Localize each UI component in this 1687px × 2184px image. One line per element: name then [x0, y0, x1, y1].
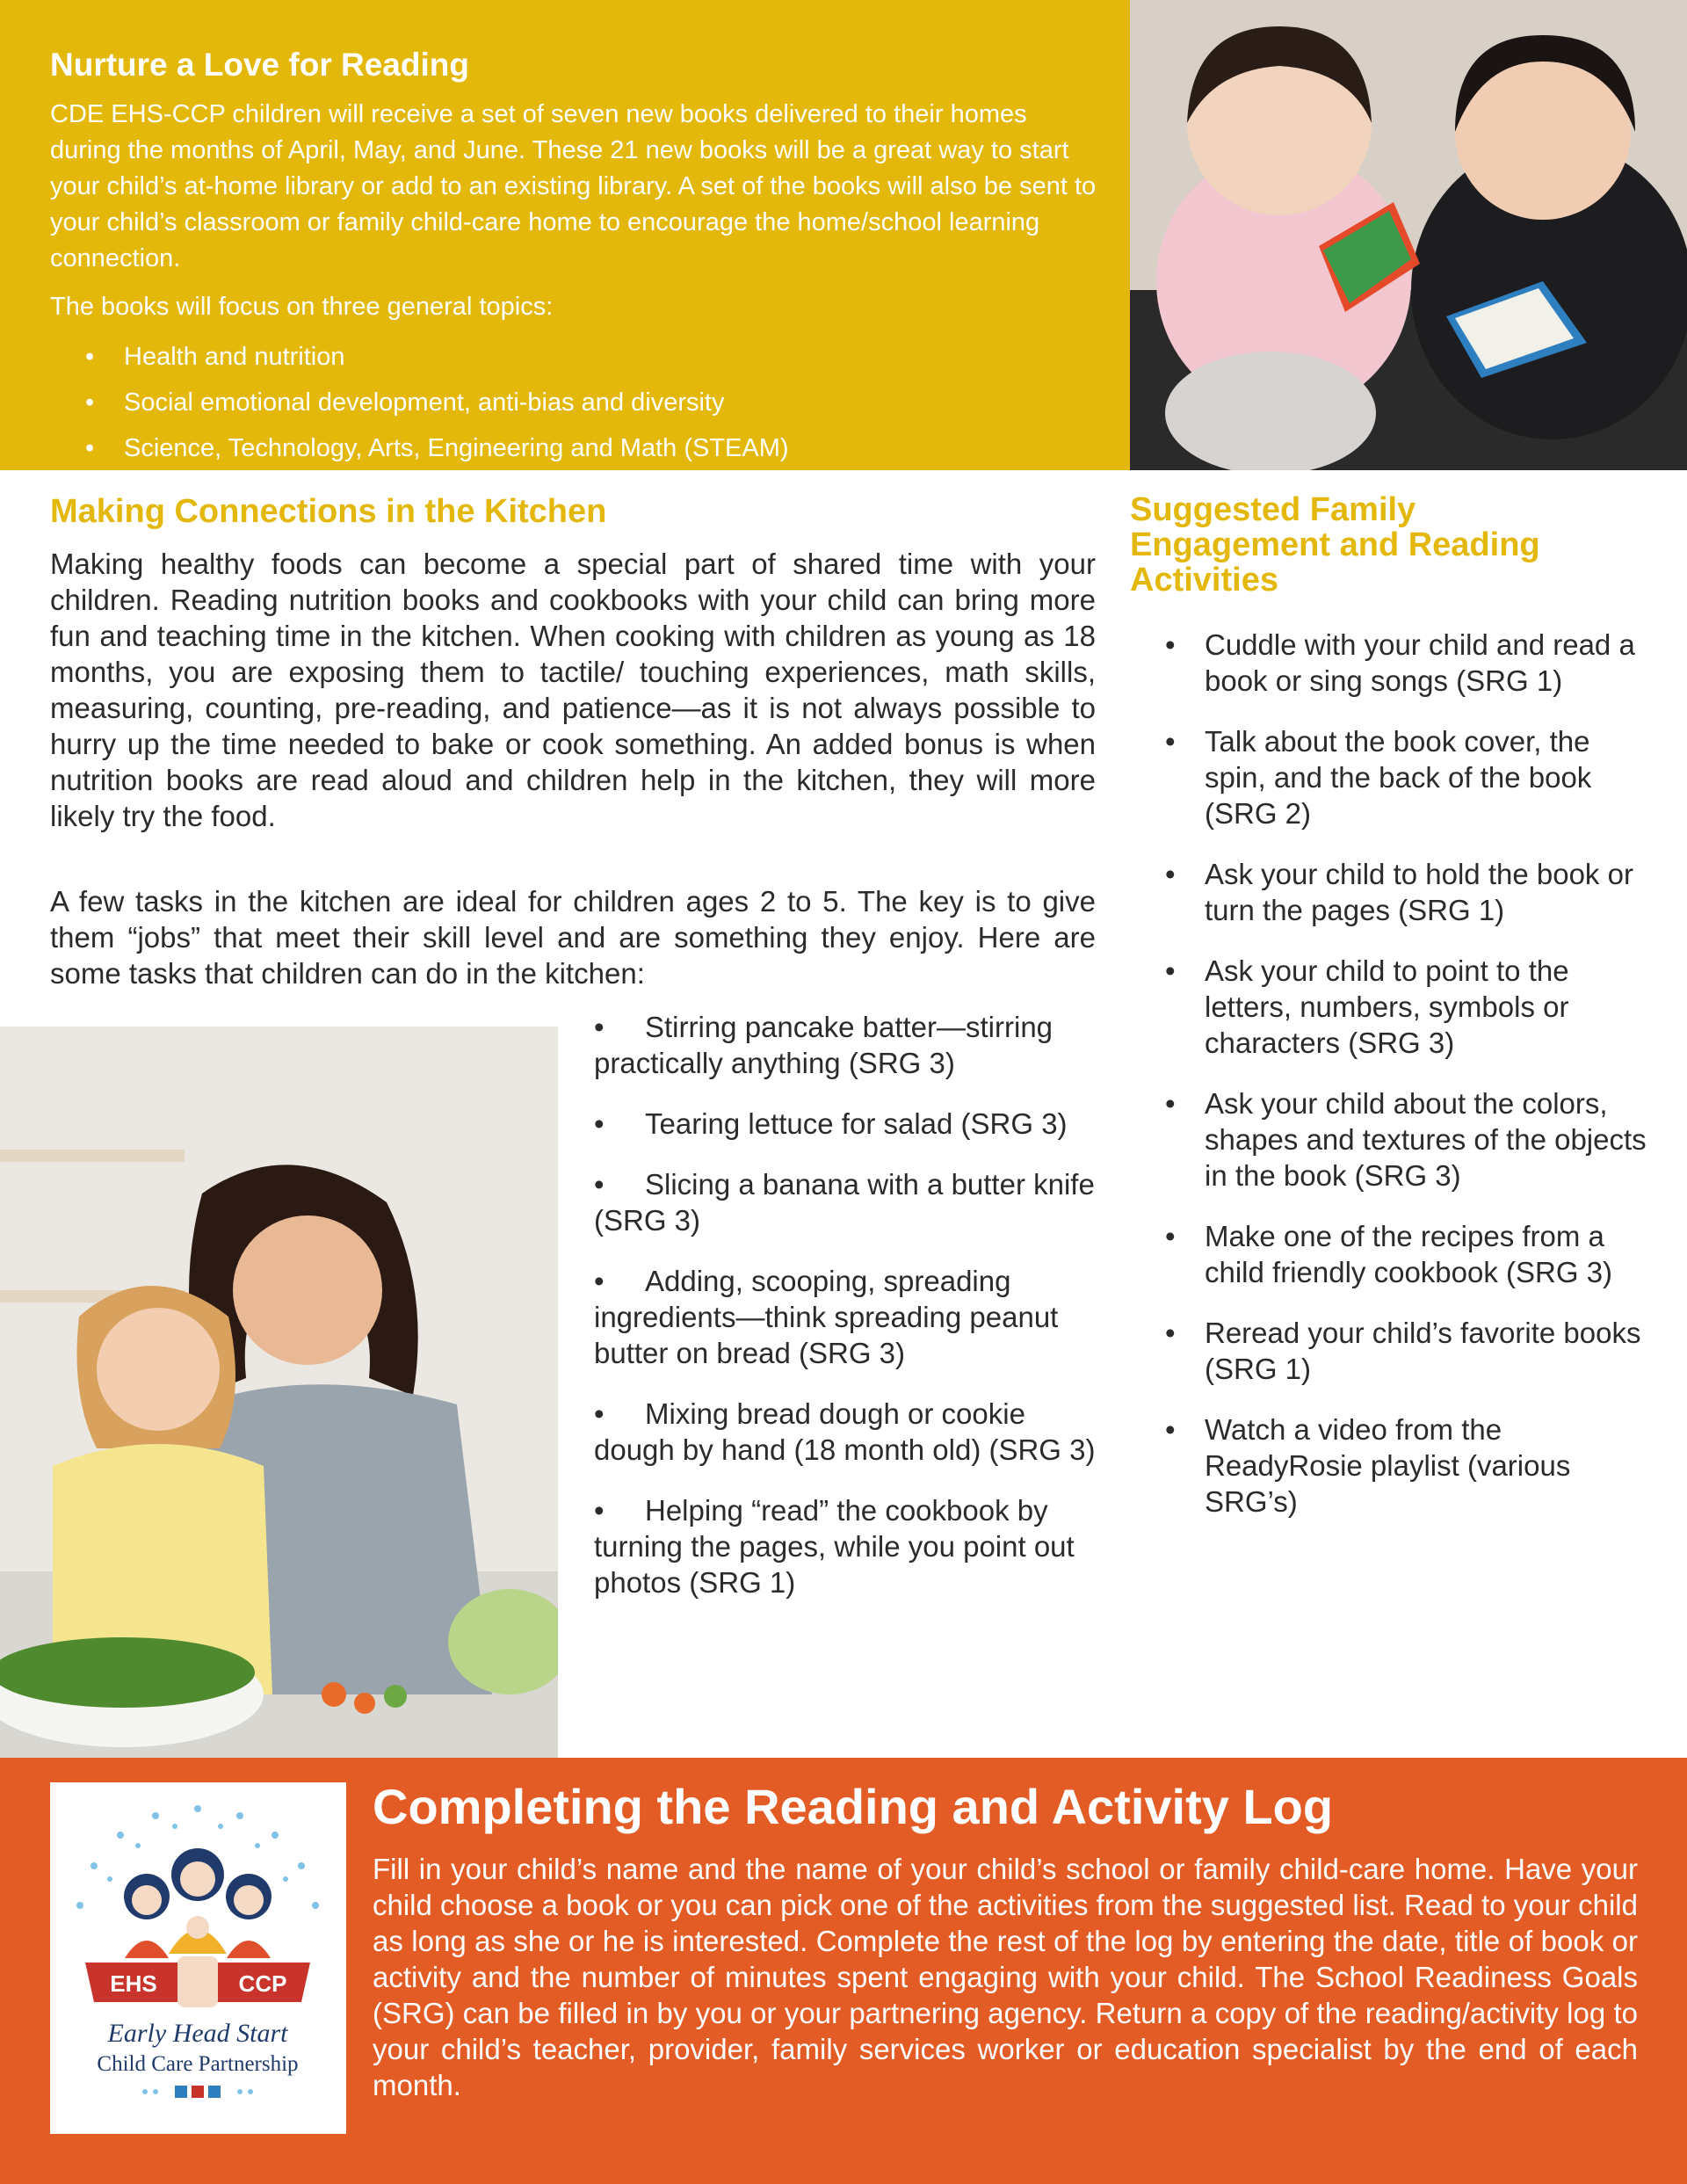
- kitchen-task-list: [594, 1009, 1104, 1625]
- logo-line-1: Early Head Start: [107, 2019, 288, 2048]
- topics-list: [50, 334, 1104, 471]
- list-item: • Tearing lettuce for salad (SRG 3): [594, 1107, 1068, 1140]
- kitchen-cooking-photo: [0, 1027, 558, 1758]
- list-item: • Adding, scooping, spreading ingredients—think spreading peanut butter on bread (SRG 3): [594, 1265, 1059, 1369]
- list-item: • Science, Technology, Arts, Engineering and Math (STEAM): [50, 425, 1104, 471]
- logo-emblem: [50, 1782, 346, 2134]
- logo-badge-right: CCP: [238, 1970, 287, 1997]
- list-item: • Ask your child to hold the book or turn the pages (SRG 1): [1165, 856, 1657, 928]
- nurture-topics-lead: The books will focus on three general topics:: [50, 293, 554, 321]
- list-item: • Make one of the recipes from a child friendly cookbook (SRG 3): [1165, 1218, 1657, 1290]
- list-item: • Stirring pancake batter—stirring practically anything (SRG 3): [594, 1011, 1053, 1079]
- log-body: Fill in your child’s name and the name of your child’s school or family child-care home. Have your child choose a book or you can pick one of the activities from the suggested list. Read to your child as long as she or he is interested. Complete the rest of the log by entering the date, title of book or activity and the number of minutes spent engaging with your child. The School Readiness Goals (SRG) can be filled in by you or your partnering agency. Return a copy of the reading/activity log to your child’s teacher, provider, family services worker or education specialist by the end of each month.: [373, 1853, 1638, 2101]
- sidebar-title: Suggested Family Engagement and Reading Activities: [1130, 491, 1540, 599]
- nurture-title: Nurture a Love for Reading: [50, 47, 469, 83]
- logo-badge-left: EHS: [110, 1970, 157, 1997]
- list-item: • Reread your child’s favorite books (SRG 1): [1165, 1315, 1657, 1387]
- list-item: • Mixing bread dough or cookie dough by hand (18 month old) (SRG 3): [594, 1397, 1096, 1466]
- logo-line-2: Child Care Partnership: [97, 2052, 299, 2076]
- toddlers-reading-illustration: [1130, 0, 1687, 470]
- ehs-ccp-logo: [50, 1782, 346, 2134]
- nurture-section: [0, 0, 1130, 470]
- kitchen-title: Making Connections in the Kitchen: [50, 493, 607, 530]
- list-item: • Social emotional development, anti-bias and diversity: [50, 380, 1104, 425]
- list-item: • Slicing a banana with a butter knife (SRG 3): [594, 1168, 1095, 1237]
- list-item: • Health and nutrition: [50, 334, 1104, 380]
- activity-list: [1165, 627, 1657, 1544]
- list-item: • Ask your child about the colors, shapes and textures of the objects in the book (SRG 3): [1165, 1085, 1657, 1194]
- cooking-illustration: [0, 1027, 558, 1758]
- list-item: • Ask your child to point to the letters, numbers, symbols or characters (SRG 3): [1165, 953, 1657, 1061]
- list-item: • Cuddle with your child and read a book or sing songs (SRG 1): [1165, 627, 1657, 699]
- list-item: • Helping “read” the cookbook by turning the pages, while you point out photos (SRG 1): [594, 1494, 1075, 1599]
- nurture-intro: CDE EHS-CCP children will receive a set of seven new books delivered to their homes during the months of April, May, and June. These 21 new books will be a great way to start your child’s at-home library or add to an existing library. A set of the books will also be sent to your child’s classroom or family child-care home to encourage the home/school learning connection.: [50, 100, 1097, 272]
- list-item: • Watch a video from the ReadyRosie playlist (various SRG’s): [1165, 1411, 1657, 1520]
- kitchen-paragraph-2: A few tasks in the kitchen are ideal for children ages 2 to 5. The key is to give them “jobs” that meet their skill level and are something they enjoy. Here are some tasks that children can do in the kitchen:: [50, 885, 1096, 990]
- toddlers-reading-photo: [1130, 0, 1687, 470]
- list-item: • Talk about the book cover, the spin, and the back of the book (SRG 2): [1165, 723, 1657, 831]
- kitchen-paragraph-1: Making healthy foods can become a special part of shared time with your children. Reading nutrition books and cookbooks with your child can bring more fun and teaching time in the kitchen. When cooking with children as young as 18 months, you are exposing them to tactile/ touching experiences, math skills, measuring, counting, pre-reading, and patience—as it is not always possible to hurry up the time needed to bake or cook something. An added bonus is when nutrition books are read aloud and children help in the kitchen, they will more likely try the food.: [50, 548, 1096, 832]
- log-title: Completing the Reading and Activity Log: [373, 1779, 1334, 1834]
